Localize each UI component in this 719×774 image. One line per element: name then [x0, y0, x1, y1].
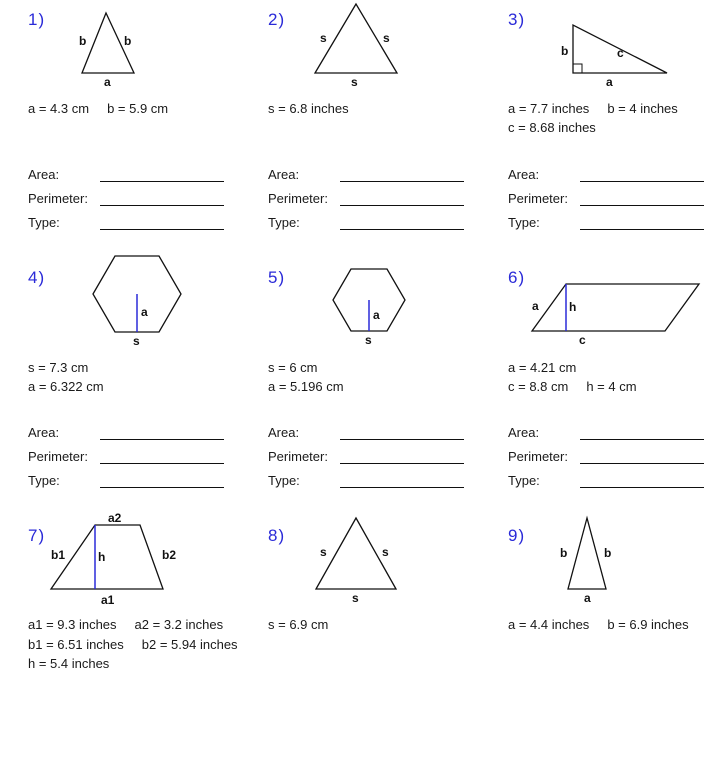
- given-line-2: a = 5.196 cm: [268, 379, 344, 394]
- problem-7: [0, 511, 240, 774]
- problem-number: 4): [28, 268, 46, 287]
- type-answer-row: [28, 473, 228, 487]
- svg-text:a: a: [606, 75, 613, 89]
- problem-9: [480, 516, 719, 774]
- svg-text:a2: a2: [108, 511, 122, 525]
- type-blank-line[interactable]: [580, 229, 704, 230]
- type-label: Type:: [268, 215, 300, 230]
- perimeter-answer-row: [268, 449, 468, 463]
- isosceles-triangle-figure: [480, 516, 719, 616]
- type-label: Type:: [28, 473, 60, 488]
- given-line-2: a = 6.322 cm: [28, 379, 104, 394]
- area-blank-line[interactable]: [580, 439, 704, 440]
- perimeter-label: Perimeter:: [28, 191, 88, 206]
- label-b-left: b: [79, 34, 87, 48]
- equilateral-triangle-figure: [240, 516, 480, 616]
- perimeter-label: Perimeter:: [268, 191, 328, 206]
- svg-text:b1: b1: [51, 548, 66, 562]
- given-line-3: h = 5.4 inches: [28, 656, 110, 671]
- right-triangle-figure: [480, 0, 719, 100]
- area-blank-line[interactable]: [340, 181, 464, 182]
- problem-number: 5): [268, 268, 286, 287]
- area-label: Area:: [268, 425, 300, 440]
- type-answer-row: [508, 215, 708, 229]
- given-line-2: c = 8.8 cm h = 4 cm: [508, 379, 637, 394]
- given-line-1: s = 7.3 cm: [28, 360, 89, 375]
- area-answer-row: [508, 425, 708, 439]
- problem-8: [240, 516, 480, 774]
- type-blank-line[interactable]: [580, 487, 704, 488]
- svg-text:h: h: [98, 550, 106, 564]
- svg-text:a: a: [373, 308, 380, 322]
- svg-text:h: h: [569, 300, 577, 314]
- perimeter-answer-row: [28, 191, 228, 205]
- trapezoid-figure: [0, 511, 240, 616]
- type-answer-row: [508, 473, 708, 487]
- label-b-right: b: [124, 34, 132, 48]
- isosceles-triangle-figure: [0, 0, 240, 100]
- svg-text:a: a: [532, 299, 539, 313]
- type-label: Type:: [28, 215, 60, 230]
- area-blank-line[interactable]: [100, 439, 224, 440]
- svg-text:s: s: [382, 545, 389, 559]
- hexagon-figure: [240, 258, 480, 358]
- given-line-1: a = 4.3 cm b = 5.9 cm: [28, 101, 169, 116]
- type-label: Type:: [268, 473, 300, 488]
- perimeter-label: Perimeter:: [508, 191, 568, 206]
- perimeter-blank-line[interactable]: [100, 205, 224, 206]
- svg-text:c: c: [579, 333, 586, 347]
- parallelogram-figure: [480, 258, 719, 358]
- area-blank-line[interactable]: [580, 181, 704, 182]
- svg-text:a: a: [584, 591, 591, 605]
- problem-number: 7): [28, 526, 46, 545]
- area-label: Area:: [268, 167, 300, 182]
- area-answer-row: [28, 167, 228, 181]
- perimeter-label: Perimeter:: [268, 449, 328, 464]
- type-blank-line[interactable]: [340, 487, 464, 488]
- svg-text:c: c: [617, 46, 624, 60]
- type-answer-row: [268, 473, 468, 487]
- svg-text:b: b: [604, 546, 612, 560]
- perimeter-blank-line[interactable]: [580, 205, 704, 206]
- given-line-2: b1 = 6.51 inches b2 = 5.94 inches: [28, 637, 238, 652]
- type-answer-row: [268, 215, 468, 229]
- area-label: Area:: [508, 425, 540, 440]
- perimeter-label: Perimeter:: [508, 449, 568, 464]
- problem-number: 8): [268, 526, 286, 545]
- perimeter-label: Perimeter:: [28, 449, 88, 464]
- area-answer-row: [268, 425, 468, 439]
- svg-text:s: s: [365, 333, 372, 347]
- type-blank-line[interactable]: [100, 229, 224, 230]
- svg-text:b: b: [560, 546, 568, 560]
- hexagon-figure: [0, 258, 240, 358]
- svg-text:s: s: [352, 591, 359, 605]
- svg-text:s: s: [383, 31, 390, 45]
- given-line-1: a = 7.7 inches b = 4 inches: [508, 101, 678, 116]
- perimeter-answer-row: [508, 449, 708, 463]
- perimeter-answer-row: [508, 191, 708, 205]
- problem-number: 9): [508, 526, 526, 545]
- area-answer-row: [28, 425, 228, 439]
- given-line-1: s = 6.8 inches: [268, 101, 349, 116]
- perimeter-blank-line[interactable]: [580, 463, 704, 464]
- perimeter-answer-row: [28, 449, 228, 463]
- svg-text:b: b: [561, 44, 569, 58]
- svg-text:s: s: [351, 75, 358, 89]
- given-line-1: a1 = 9.3 inches a2 = 3.2 inches: [28, 617, 224, 632]
- given-line-1: a = 4.4 inches b = 6.9 inches: [508, 617, 689, 632]
- type-answer-row: [28, 215, 228, 229]
- area-answer-row: [268, 167, 468, 181]
- type-label: Type:: [508, 473, 540, 488]
- problem-number: 3): [508, 10, 526, 29]
- given-line-1: s = 6.9 cm: [268, 617, 329, 632]
- problem-number: 2): [268, 10, 286, 29]
- type-blank-line[interactable]: [340, 229, 464, 230]
- given-line-2: c = 8.68 inches: [508, 120, 596, 135]
- area-blank-line[interactable]: [100, 181, 224, 182]
- svg-text:s: s: [133, 334, 140, 348]
- equilateral-triangle-figure: [240, 0, 480, 100]
- area-label: Area:: [508, 167, 540, 182]
- type-blank-line[interactable]: [100, 487, 224, 488]
- svg-text:s: s: [320, 545, 327, 559]
- perimeter-blank-line[interactable]: [100, 463, 224, 464]
- label-a: a: [104, 75, 111, 89]
- area-label: Area:: [28, 425, 60, 440]
- area-answer-row: [508, 167, 708, 181]
- svg-text:s: s: [320, 31, 327, 45]
- svg-text:b2: b2: [162, 548, 177, 562]
- given-line-1: s = 6 cm: [268, 360, 318, 375]
- type-label: Type:: [508, 215, 540, 230]
- area-blank-line[interactable]: [340, 439, 464, 440]
- svg-text:a: a: [141, 305, 148, 319]
- perimeter-blank-line[interactable]: [340, 463, 464, 464]
- perimeter-blank-line[interactable]: [340, 205, 464, 206]
- perimeter-answer-row: [268, 191, 468, 205]
- problem-number: 6): [508, 268, 526, 287]
- area-label: Area:: [28, 167, 60, 182]
- problem-number: 1): [28, 10, 46, 29]
- svg-text:a1: a1: [101, 593, 115, 607]
- given-line-1: a = 4.21 cm: [508, 360, 577, 375]
